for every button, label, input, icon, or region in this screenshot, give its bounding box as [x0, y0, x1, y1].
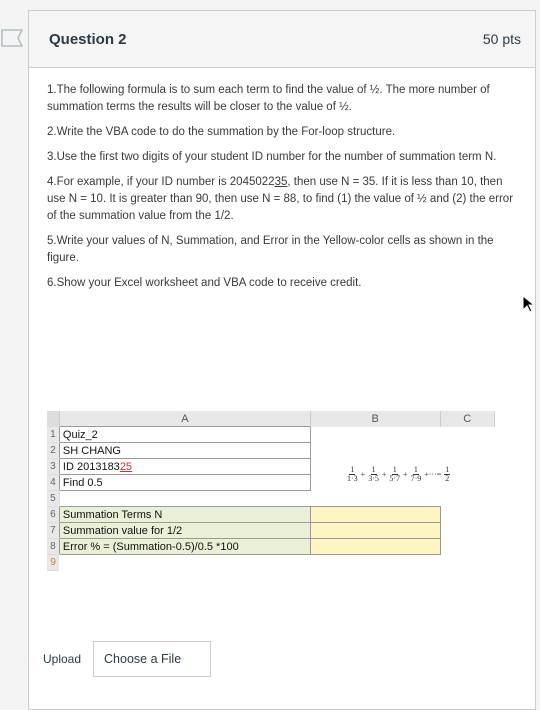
formula-term-2: $\frac{1}{3\cdot 5}$: [368, 465, 379, 483]
cell-a4: Find 0.5: [59, 475, 310, 491]
column-header-b: B: [310, 411, 440, 427]
instruction-4: 4.For example, if your ID number is 204502235, then use N = 35. If it is less than 10, then use N = 10. It is greater than 90, then use N = 88, to find (1) the value of ½ and (2) the error of the summation value from the 1/2.: [47, 176, 514, 222]
upload-label: Upload: [43, 652, 82, 666]
formula-term-4: $\frac{1}{7\cdot 9}$: [410, 465, 422, 483]
excel-sheet-image: [47, 411, 495, 606]
cell-a6: Summation Terms N: [59, 507, 310, 523]
instruction-3: 3.Use the first two digits of your student ID number for the number of summation term N.: [47, 151, 497, 163]
table-row: 3 ID 201318325: [47, 459, 495, 475]
question-points: 50 pts: [482, 31, 521, 47]
table-row: 7 Summation value for 1/2: [47, 523, 495, 539]
id-red-digits: 25: [119, 460, 133, 473]
table-row: 6 Summation Terms N: [47, 507, 495, 523]
question-body: [29, 68, 535, 292]
cell-a8: Error % = (Summation-0.5)/0.5 *100: [59, 539, 310, 555]
yellow-cell-b7: [310, 523, 440, 539]
question-title: Question 2: [49, 30, 127, 48]
table-row: 1 Quiz_2: [47, 427, 495, 443]
cell-a2: SH CHANG: [59, 443, 310, 459]
yellow-cell-b6: [310, 507, 440, 523]
instruction-6: 6.Show your Excel worksheet and VBA code to receive credit.: [47, 277, 362, 289]
cell-a3: ID 201318325: [59, 459, 310, 475]
table-row: 4 Find 0.5: [47, 475, 495, 491]
upload-row: [43, 641, 211, 677]
sheet-grid: [47, 411, 495, 571]
formula-term-3: $\frac{1}{5\cdot 7}$: [389, 465, 401, 483]
cell-a7: Summation value for 1/2: [59, 523, 310, 539]
column-header-a: A: [59, 411, 310, 427]
table-row: 9: [47, 555, 495, 571]
mouse-cursor-icon: [522, 295, 536, 313]
choose-file-button[interactable]: Choose a File: [93, 641, 211, 677]
table-row: 5: [47, 491, 495, 507]
formula-term-1: $\frac{1}{1\cdot 3}$: [347, 465, 358, 483]
cell-a9: [59, 555, 310, 571]
instruction-1: 1.The following formula is to sum each term to find the value of ½. The more number of summation terms the results will be closer to the value of ½.: [47, 84, 490, 113]
formula-ellipsis: +···=: [424, 470, 442, 479]
formula-result: $\frac{1}{2}$: [445, 465, 450, 483]
question-header: [29, 11, 535, 68]
yellow-cell-b8: [310, 539, 440, 555]
instruction-2: 2.Write the VBA code to do the summation by the For-loop structure.: [47, 126, 396, 138]
series-formula: $\frac{1}{1\cdot 3}$ + $\frac{1}{3\cdot 5}$ + $\frac{1}{5\cdot 7}$ + $\frac{1}{7\cdot 9}$ +···= $\frac{1}{2}$: [347, 465, 450, 483]
id-digits-underlined: 35: [274, 176, 288, 188]
bookmark-flag-icon[interactable]: [0, 28, 26, 48]
column-header-row: [47, 411, 495, 427]
column-header-c: C: [440, 411, 495, 427]
cell-a1: Quiz_2: [59, 427, 310, 443]
cell-a5: [59, 491, 310, 507]
question-card: [28, 10, 536, 710]
table-row: 2 SH CHANG: [47, 443, 495, 459]
instruction-5: 5.Write your values of N, Summation, and Error in the Yellow-color cells as shown in the figure.: [47, 235, 494, 264]
table-row: 8 Error % = (Summation-0.5)/0.5 *100: [47, 539, 495, 555]
